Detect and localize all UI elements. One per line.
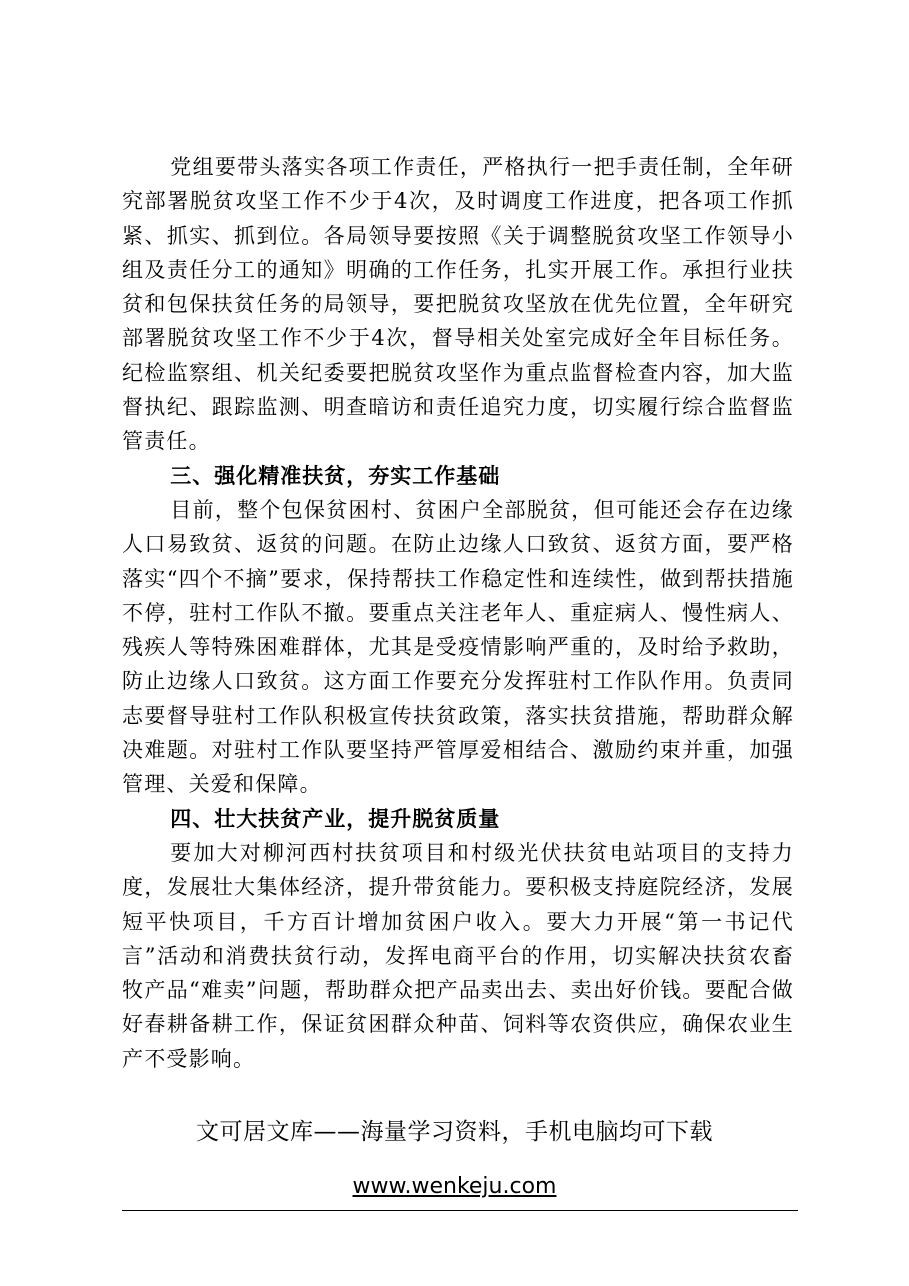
paragraph-industry-support: 要加大对柳河西村扶贫项目和村级光伏扶贫电站项目的支持力度，发展壮大集体经济，提升带贫能力。要积极支持庭院经济，发展短平快项目，千方百计增加贫困户收入。要大力开展“第一书记代言”活动和消费扶贫行动，发挥电商平台的作用，切实解决扶贫农畜牧产品“难卖”问题，帮助群众把产品卖出去、卖出好价钱。要配合做好春耕备耕工作，保证贫困群众种苗、饲料等农资供应，确保农业生产不受影响。 (122, 840, 794, 1071)
footer-divider (122, 1210, 798, 1211)
footer-title: 文可居文库——海量学习资料，手机电脑均可下载 (196, 1119, 713, 1145)
footer-url-link[interactable]: www.wenkeju.com (352, 1174, 557, 1199)
paragraph-precision-poverty: 目前，整个包保贫困村、贫困户全部脱贫，但可能还会存在边缘人口易致贫、返贫的问题。在防止边缘人口致贫、返贫方面，要严格落实“四个不摘”要求，保持帮扶工作稳定性和连续性，做到帮扶措施不停，驻村工作队不撤。要重点关注老年人、重症病人、慢性病人、残疾人等特殊困难群体，尤其是受疫情影响严重的，及时给予救助，防止边缘人口致贫。这方面工作要充分发挥驻村工作队作用。负责同志要督导驻村工作队积极宣传扶贫政策，落实扶贫措施，帮助群众解决难题。对驻村工作队要坚持严管厚爱相结合、激励约束并重，加强管理、关爱和保障。 (122, 497, 794, 797)
section-heading-3: 三、强化精准扶贫，夯实工作基础 (170, 463, 501, 488)
section-heading-4: 四、壮大扶贫产业，提升脱贫质量 (170, 806, 501, 831)
paragraph-party-responsibility: 党组要带头落实各项工作责任，严格执行一把手责任制，全年研究部署脱贫攻坚工作不少于4次，及时调度工作进度，把各项工作抓紧、抓实、抓到位。各局领导要按照《关于调整脱贫攻坚工作领导小组及责任分工的通知》明确的工作任务，扎实开展工作。承担行业扶贫和包保扶贫任务的局领导，要把脱贫攻坚放在优先位置，全年研究部署脱贫攻坚工作不少于4次，督导相关处室完成好全年目标任务。纪检监察组、机关纪委要把脱贫攻坚作为重点监督检查内容，加大监督执纪、跟踪监测、明查暗访和责任追究力度，切实履行综合监督监管责任。 (122, 155, 794, 454)
document-body (122, 150, 794, 1076)
